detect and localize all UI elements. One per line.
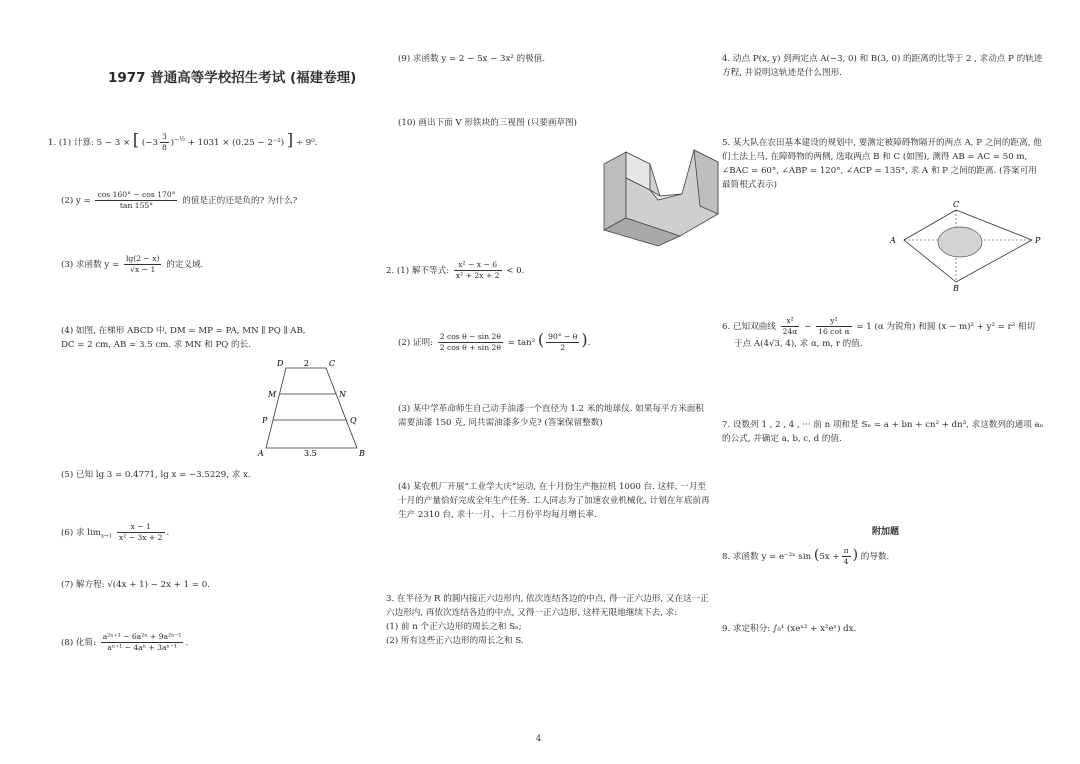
column-left	[44, 0, 374, 764]
question-1-6: (6) 求 $\lim_{x\to 1}$ $\frac{x - 1}{\text{x² − 3x + 2}}$ .	[61, 522, 170, 542]
label-c: C	[329, 359, 336, 368]
question-1-9: (9) 求函数 y = 2 − 5x − 3x² 的极值.	[398, 54, 546, 64]
label-bottom-length: 3.5	[304, 449, 317, 458]
question-1-5: (5) 已知 lg 3 = 0.4771, lg x = −3.5229, 求 x.	[61, 470, 251, 480]
label-n: N	[339, 390, 346, 399]
question-9: 9. 求定积分: ∫₀¹ (xeˣ² + x²eˣ) dx.	[722, 624, 857, 634]
label-a: A	[258, 449, 264, 458]
question-3: 3. 在半径为 R 的圆内接正六边形内, 依次连结各边的中点, 得一正六边形, 又在这一正六边形内, 再依次连结各边的中点, 又得一正六边形, 这样无限地继续下去, 求: (1) 前 n 个正六边形的周长之和 Sₙ; (2) 所有这些正六边形的周长之和 S.	[386, 594, 709, 646]
obstacle-ellipse	[938, 227, 982, 257]
label-b: B	[359, 449, 365, 458]
question-7: 7. 设数列 1 , 2 , 4 , ··· 前 n 项和是 Sₙ = a + bn + cn² + dn³, 求这数列的通项 aₙ 的公式, 并确定 a, b, c, d 的值.	[722, 420, 1044, 444]
question-2-1: 2. (1) 解不等式: $\frac{\text{x² − x − 6}}{\text{x² + 2x + 2}}$ < 0.	[386, 260, 525, 280]
extra-section-title: 附加题	[872, 527, 900, 537]
question-1-8: (8) 化简: $\frac{\text{a²ⁿ⁺¹ − 6a²ⁿ + 9a²ⁿ⁻¹}}{\text{aⁿ⁺¹ − 4aⁿ + 3aⁿ⁻¹}}$ .	[61, 632, 189, 652]
label-m: M	[268, 390, 277, 399]
label-top-length: 2	[304, 359, 310, 368]
label-d: D	[277, 359, 284, 368]
label-p: P	[262, 416, 268, 425]
v-block-figure	[600, 138, 724, 248]
question-1-3: (3) 求函数 y = $\frac{\lg(2 - x)}{√x - 1}$ 的定义域.	[61, 254, 204, 274]
question-1-2: (2) y = $\frac{\cos 160^\circ - \cos 170^\circ}{\tan 155^\circ}$ 的值是正的还是负的? 为什么?	[61, 190, 298, 210]
question-4: 4. 动点 P(x, y) 到两定点 A(−3, 0) 和 B(3, 0) 的距离的比等于 2 , 求动点 P 的轨迹方程, 并说明这轨迹是什么图形.	[722, 54, 1043, 78]
question-8: 8. 求函数 y = e⁻²ˣ sin (5x + $\frac{\pi}{4}$ ) 的导数.	[722, 546, 890, 566]
question-2-4: (4) 某农机厂开展“工业学大庆”运动, 在十月份生产拖拉机 1000 台. 这样, 一月至十月的产量恰好完成全年生产任务. 工人同志为了加速农业机械化, 计划在年底前再生产 2310 台, 求十一月、十二月份平均每月增长率.	[398, 482, 710, 520]
trapezoid-figure	[250, 356, 380, 458]
label-q: Q	[350, 416, 357, 425]
question-1-7: (7) 解方程: √(4x + 1) − 2x + 1 = 0.	[61, 580, 210, 590]
rhombus-figure	[882, 198, 1048, 292]
v-block-left-face	[604, 152, 626, 230]
question-2-3: (3) 某中学革命师生自己动手油漆一个直径为 1.2 米的地球仪. 如果每平方米面积需要油漆 150 克, 问共需油漆多少克? (答案保留整数)	[398, 404, 704, 428]
question-1-10: (10) 画出下面 V 形铁块的三视图 (只要画草图)	[398, 118, 577, 128]
question-6: 6. 已知双曲线 $\frac{\text{x²}}{24\alpha}$ − $\frac{\text{y²}}{\text{16 cot α}}$ = 1 (α 为锐角) 和圆 (x − m)² + y² = r² 相切 于点 A(4√3, 4), 求 α, m, r 的值.	[722, 316, 1036, 349]
label-a: A	[890, 236, 896, 245]
column-middle	[386, 0, 716, 764]
question-2-2: (2) 证明: $\frac{\text{2 cos θ − sin 2θ}}{\text{2 cos θ + sin 2θ}}$ = tan² ( $\frac{90^\circ - \theta}{2}$ ).	[398, 330, 591, 352]
page-title: 1977 普通高等学校招生考试 (福建卷理)	[108, 70, 357, 86]
column-right	[722, 0, 1052, 764]
page-number: 4	[536, 734, 542, 743]
trapezoid-shape	[266, 368, 357, 448]
question-1-1: 1. (1) 计算: 5 − 3 × [ (−3 $\frac{3}{8}$ )$^{-\frac{1}{3}}$ + 1031 × (0.25 − 2⁻²) ] ÷ 9⁰.	[48, 130, 318, 152]
label-p: P	[1035, 236, 1041, 245]
label-b: B	[953, 284, 959, 292]
question-1-4: (4) 如图, 在梯形 ABCD 中, DM = MP = PA, MN ∥ PQ ∥ AB, DC = 2 cm, AB = 3.5 cm. 求 MN 和 PQ 的长.	[61, 326, 306, 350]
question-5: 5. 某大队在农田基本建设的规划中, 要测定被障碍物隔开的两点 A, P 之间的距离, 他们土法上马, 在障碍物的两侧, 选取两点 B 和 C (如图), 测得 AB = AC = 50 m, ∠BAC = 60°, ∠ABP = 120°, ∠ACP = 135°, 求 A 和 P 之间的距离. (答案可用最简根式表示)	[722, 138, 1042, 190]
label-c: C	[953, 200, 960, 209]
